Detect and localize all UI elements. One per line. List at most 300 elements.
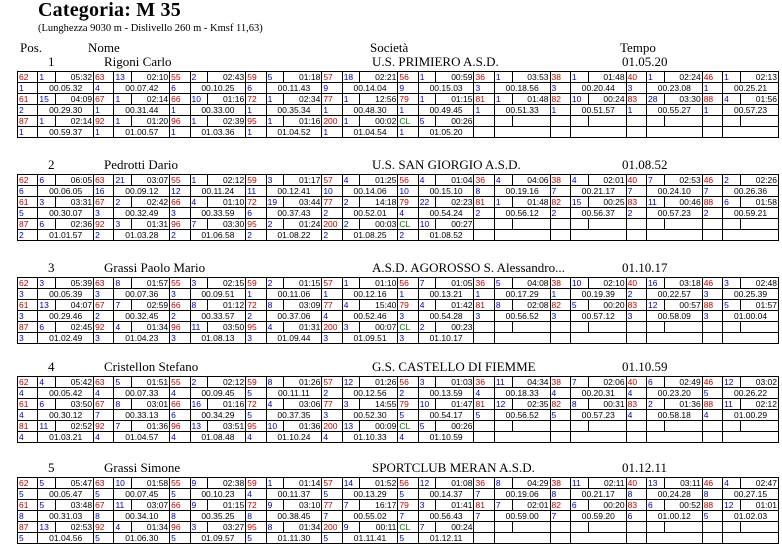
cumulative-time: [570, 432, 626, 443]
athlete-block: [0, 460, 782, 544]
control-code: 92: [94, 322, 114, 333]
leg-rank: 1: [494, 197, 512, 208]
cumulative-rank: 4: [170, 388, 190, 399]
leg-time: 01:24: [284, 219, 322, 230]
cumulative-time: 00.11.11: [266, 388, 322, 399]
cumulative-time: 00.52.46: [342, 311, 398, 322]
leg-time: 03:02: [740, 377, 778, 388]
leg-rank: 4: [418, 175, 436, 186]
leg-time: 03:09: [284, 300, 322, 311]
leg-time: 02:43: [208, 72, 246, 83]
cumulative-rank: 4: [18, 388, 38, 399]
cumulative-rank: 7: [322, 511, 342, 522]
splits-row: [18, 278, 779, 289]
cumulative-rank: 4: [94, 388, 114, 399]
control-code: 81: [474, 399, 494, 410]
control-code: 59: [246, 72, 266, 83]
control-code: 95: [246, 322, 266, 333]
control-code: 40: [626, 72, 646, 83]
control-code: [550, 421, 570, 432]
cumulative-rank: 7: [550, 186, 570, 197]
leg-time: 01:34: [284, 522, 322, 533]
cumulative-time: 00.07.33: [114, 388, 170, 399]
athlete-pos: 1: [48, 54, 55, 69]
cumulative-rank: [626, 533, 646, 544]
cumulative-rank: 1: [702, 83, 722, 94]
splits-row: [18, 489, 779, 500]
splits-row: [18, 289, 779, 300]
control-code: 61: [18, 94, 38, 105]
athlete-club: U.S. SAN GIORGIO A.S.D.: [372, 157, 521, 172]
cumulative-rank: 1: [246, 105, 266, 116]
cumulative-time: 00.58.18: [647, 410, 703, 421]
cumulative-rank: 2: [322, 208, 342, 219]
leg-time: [740, 219, 778, 230]
leg-rank: 7: [114, 421, 132, 432]
leg-time: 01:56: [740, 94, 778, 105]
leg-time: 01:05: [436, 278, 474, 289]
leg-rank: 11: [114, 500, 132, 511]
leg-rank: 13: [342, 421, 360, 432]
cumulative-time: 00.13.59: [418, 388, 474, 399]
cumulative-rank: 4: [322, 432, 342, 443]
cumulative-time: 00.35.25: [190, 511, 246, 522]
control-code: [474, 219, 494, 230]
cumulative-time: 00.55.27: [647, 105, 703, 116]
cumulative-rank: 5: [170, 489, 190, 500]
control-code: 40: [626, 278, 646, 289]
leg-time: 03:50: [208, 322, 246, 333]
cumulative-time: 00.54.17: [418, 410, 474, 421]
control-code: 56: [398, 377, 418, 388]
cumulative-time: 00.52.30: [342, 410, 398, 421]
cumulative-rank: 2: [246, 311, 266, 322]
cumulative-rank: 1: [626, 105, 646, 116]
leg-time: 05:32: [56, 72, 94, 83]
cumulative-rank: 6: [246, 208, 266, 219]
cumulative-rank: 7: [94, 410, 114, 421]
control-code: 57: [322, 377, 342, 388]
cumulative-time: 00.30.12: [38, 410, 94, 421]
cumulative-rank: 5: [246, 533, 266, 544]
control-code: [702, 116, 722, 127]
leg-time: [512, 116, 550, 127]
leg-rank: [647, 522, 665, 533]
leg-time: 03:30: [664, 94, 702, 105]
leg-time: 00:20: [588, 300, 626, 311]
leg-rank: 10: [570, 278, 588, 289]
leg-time: 04:29: [512, 478, 550, 489]
leg-time: 03:44: [284, 197, 322, 208]
leg-rank: 8: [494, 478, 512, 489]
cumulative-time: [494, 127, 550, 138]
cumulative-time: 00.23.08: [647, 83, 703, 94]
cumulative-time: 00.24.10: [647, 186, 703, 197]
cumulative-time: 00.19.06: [494, 489, 550, 500]
leg-rank: 9: [190, 500, 208, 511]
leg-time: 00:57: [664, 300, 702, 311]
splits-row: [18, 197, 779, 208]
cumulative-time: 00.07.45: [114, 489, 170, 500]
cumulative-time: 01.04.54: [342, 127, 398, 138]
cumulative-rank: 4: [702, 410, 722, 421]
cumulative-rank: 1: [170, 127, 190, 138]
control-code: 96: [170, 322, 190, 333]
control-code: [626, 522, 646, 533]
leg-time: 01:16: [284, 116, 322, 127]
leg-rank: [647, 219, 665, 230]
cumulative-rank: [550, 333, 570, 344]
cumulative-time: 00.11.06: [266, 289, 322, 300]
cumulative-rank: 2: [322, 388, 342, 399]
athlete-info: [0, 460, 782, 477]
cumulative-time: 00.17.29: [494, 289, 550, 300]
control-code: [550, 116, 570, 127]
control-code: [474, 522, 494, 533]
control-code: [550, 322, 570, 333]
control-code: [626, 219, 646, 230]
cumulative-rank: [474, 432, 494, 443]
control-code: CL: [398, 116, 418, 127]
splits-row: [18, 511, 779, 522]
athlete-name: Grassi Paolo Mario: [104, 260, 206, 275]
control-code: 57: [322, 175, 342, 186]
cumulative-time: 00.31.03: [38, 511, 94, 522]
control-code: 59: [246, 377, 266, 388]
control-code: 55: [170, 175, 190, 186]
leg-time: 02:53: [664, 175, 702, 186]
athlete-time: 01.12.11: [622, 460, 668, 475]
leg-rank: 7: [114, 300, 132, 311]
splits-row: [18, 186, 779, 197]
cumulative-rank: [550, 432, 570, 443]
control-code: 83: [626, 500, 646, 511]
leg-rank: 4: [723, 94, 741, 105]
leg-rank: 10: [114, 478, 132, 489]
leg-rank: 19: [266, 197, 284, 208]
athlete-name: Pedrotti Dario: [104, 157, 179, 172]
cumulative-rank: 1: [170, 105, 190, 116]
control-code: 46: [702, 478, 722, 489]
leg-rank: 3: [266, 175, 284, 186]
leg-rank: 12: [723, 377, 741, 388]
control-code: 88: [702, 94, 722, 105]
leg-time: [588, 219, 626, 230]
leg-time: 02:14: [56, 116, 94, 127]
cumulative-time: 00.51.57: [570, 105, 626, 116]
cumulative-rank: 2: [322, 230, 342, 241]
control-code: 95: [246, 116, 266, 127]
control-code: 81: [474, 197, 494, 208]
cumulative-rank: 2: [550, 208, 570, 219]
control-code: 72: [246, 300, 266, 311]
cumulative-time: 00.59.37: [38, 127, 94, 138]
leg-time: 02:39: [208, 116, 246, 127]
leg-time: [512, 322, 550, 333]
control-code: 55: [170, 278, 190, 289]
leg-time: [588, 522, 626, 533]
leg-time: 01:36: [664, 399, 702, 410]
cumulative-rank: 2: [702, 208, 722, 219]
control-code: 82: [550, 399, 570, 410]
leg-rank: 8: [114, 399, 132, 410]
splits-table: [17, 277, 779, 344]
cumulative-rank: 3: [170, 208, 190, 219]
leg-rank: 7: [647, 175, 665, 186]
leg-rank: 1: [494, 94, 512, 105]
control-code: 82: [550, 94, 570, 105]
cumulative-rank: 5: [94, 533, 114, 544]
leg-rank: [723, 322, 741, 333]
cumulative-time: 01.08.48: [190, 432, 246, 443]
cumulative-rank: 8: [626, 489, 646, 500]
leg-time: 00:20: [588, 500, 626, 511]
control-code: 40: [626, 175, 646, 186]
cumulative-time: 00.22.57: [647, 289, 703, 300]
cumulative-rank: [702, 127, 722, 138]
leg-time: 00:23: [436, 322, 474, 333]
header-pos: Pos.: [20, 40, 43, 55]
leg-time: 02:45: [56, 322, 94, 333]
cumulative-rank: 1: [550, 105, 570, 116]
cumulative-time: 00.20.44: [570, 83, 626, 94]
control-code: 66: [170, 197, 190, 208]
leg-rank: 3: [418, 500, 436, 511]
leg-time: 01:34: [132, 322, 170, 333]
leg-time: 00:24: [436, 522, 474, 533]
control-code: 62: [18, 278, 38, 289]
splits-row: [18, 127, 779, 138]
cumulative-time: [723, 533, 779, 544]
athlete-club: G.S. CASTELLO DI FIEMME: [372, 359, 536, 374]
cumulative-time: 00.32.45: [114, 311, 170, 322]
leg-rank: 4: [190, 197, 208, 208]
leg-time: 02:36: [56, 219, 94, 230]
cumulative-time: 01.11.30: [266, 533, 322, 544]
leg-rank: 1: [266, 94, 284, 105]
leg-time: 03:01: [132, 399, 170, 410]
control-code: 82: [550, 500, 570, 511]
leg-rank: 13: [38, 300, 56, 311]
cumulative-rank: 4: [626, 410, 646, 421]
cumulative-time: [647, 533, 703, 544]
cumulative-rank: 5: [246, 388, 266, 399]
cumulative-time: 00.13.29: [342, 489, 398, 500]
cumulative-rank: 3: [550, 83, 570, 94]
cumulative-rank: [474, 230, 494, 241]
leg-time: 01:20: [132, 116, 170, 127]
control-code: 57: [322, 478, 342, 489]
control-code: 59: [246, 278, 266, 289]
control-code: 79: [398, 500, 418, 511]
cumulative-rank: 2: [94, 230, 114, 241]
cumulative-rank: 2: [626, 289, 646, 300]
cumulative-time: 00.56.37: [570, 208, 626, 219]
leg-time: 04:09: [56, 94, 94, 105]
leg-time: 01:34: [132, 522, 170, 533]
leg-rank: 5: [418, 116, 436, 127]
leg-rank: [494, 322, 512, 333]
cumulative-time: 01.04.23: [114, 333, 170, 344]
cumulative-rank: 8: [94, 511, 114, 522]
leg-time: [588, 421, 626, 432]
cumulative-rank: 1: [550, 289, 570, 300]
leg-rank: [494, 421, 512, 432]
cumulative-rank: 2: [94, 311, 114, 322]
leg-rank: 10: [570, 94, 588, 105]
cumulative-time: [494, 333, 550, 344]
cumulative-time: 01.09.51: [342, 333, 398, 344]
leg-time: 14:55: [360, 399, 398, 410]
cumulative-time: [494, 432, 550, 443]
cumulative-time: 01.02.03: [723, 511, 779, 522]
leg-rank: 3: [38, 197, 56, 208]
leg-rank: [723, 116, 741, 127]
cumulative-rank: 8: [18, 511, 38, 522]
leg-rank: 3: [190, 278, 208, 289]
leg-rank: 10: [418, 219, 436, 230]
leg-rank: 10: [418, 399, 436, 410]
cumulative-rank: 1: [246, 127, 266, 138]
leg-time: 03:31: [56, 197, 94, 208]
leg-rank: 7: [494, 500, 512, 511]
cumulative-rank: 5: [18, 208, 38, 219]
course-info: (Lunghezza 9030 m - Dislivello 260 m - Kmsf 11,63): [38, 23, 263, 34]
cumulative-time: 01.03.28: [114, 230, 170, 241]
cumulative-time: 00.59.20: [570, 511, 626, 522]
cumulative-time: [723, 333, 779, 344]
leg-time: 00:46: [664, 197, 702, 208]
leg-time: 01:16: [208, 94, 246, 105]
leg-time: 02:35: [512, 399, 550, 410]
cumulative-time: 00.29.30: [38, 105, 94, 116]
leg-rank: 4: [570, 175, 588, 186]
leg-rank: 6: [723, 197, 741, 208]
cumulative-rank: 1: [398, 127, 418, 138]
control-code: 67: [94, 197, 114, 208]
leg-rank: 3: [418, 377, 436, 388]
leg-rank: 13: [38, 522, 56, 533]
cumulative-time: 00.25.21: [723, 83, 779, 94]
control-code: 87: [18, 219, 38, 230]
athlete-name: Grassi Simone: [104, 460, 181, 475]
leg-rank: 3: [342, 322, 360, 333]
splits-row: [18, 388, 779, 399]
cumulative-time: 00.29.46: [38, 311, 94, 322]
cumulative-time: 00.20.31: [570, 388, 626, 399]
leg-rank: 8: [266, 300, 284, 311]
leg-time: [512, 421, 550, 432]
leg-rank: 8: [570, 399, 588, 410]
cumulative-rank: 4: [474, 388, 494, 399]
leg-time: 02:38: [208, 478, 246, 489]
leg-time: [664, 322, 702, 333]
cumulative-time: 00.10.25: [190, 83, 246, 94]
control-code: 46: [702, 278, 722, 289]
cumulative-time: 01.04.57: [114, 432, 170, 443]
cumulative-rank: 3: [474, 83, 494, 94]
leg-rank: 7: [342, 500, 360, 511]
splits-row: [18, 83, 779, 94]
control-code: 55: [170, 72, 190, 83]
cumulative-time: 00.12.56: [342, 388, 398, 399]
cumulative-time: 00.24.28: [647, 489, 703, 500]
control-code: 63: [94, 278, 114, 289]
cumulative-rank: 3: [626, 311, 646, 322]
cumulative-time: 00.56.43: [418, 511, 474, 522]
leg-time: 02:53: [56, 522, 94, 533]
control-code: 61: [18, 500, 38, 511]
control-code: 38: [550, 478, 570, 489]
control-code: 59: [246, 175, 266, 186]
control-code: 81: [474, 94, 494, 105]
splits-row: [18, 377, 779, 388]
splits-row: [18, 500, 779, 511]
splits-row: [18, 333, 779, 344]
leg-rank: 2: [418, 322, 436, 333]
cumulative-time: 00.12.41: [266, 186, 322, 197]
cumulative-rank: 8: [702, 489, 722, 500]
leg-rank: 11: [494, 377, 512, 388]
leg-rank: 16: [647, 278, 665, 289]
control-code: 72: [246, 197, 266, 208]
control-code: 36: [474, 377, 494, 388]
cumulative-rank: 1: [322, 289, 342, 300]
cumulative-rank: 5: [474, 410, 494, 421]
cumulative-rank: [702, 333, 722, 344]
control-code: 200: [322, 421, 342, 432]
control-code: [474, 421, 494, 432]
cumulative-time: 01.09.57: [190, 533, 246, 544]
leg-rank: 11: [570, 478, 588, 489]
leg-rank: 7: [570, 377, 588, 388]
leg-rank: [570, 322, 588, 333]
leg-time: 01:42: [436, 300, 474, 311]
leg-time: 03:53: [512, 72, 550, 83]
leg-rank: 4: [266, 322, 284, 333]
control-code: 96: [170, 421, 190, 432]
cumulative-time: 00.21.17: [570, 489, 626, 500]
cumulative-time: 01.08.22: [266, 230, 322, 241]
control-code: 87: [18, 116, 38, 127]
control-code: 96: [170, 116, 190, 127]
leg-time: 02:01: [512, 500, 550, 511]
leg-time: 02:24: [664, 72, 702, 83]
control-code: 81: [18, 421, 38, 432]
cumulative-time: 01.08.25: [342, 230, 398, 241]
control-code: 95: [246, 522, 266, 533]
cumulative-rank: 12: [170, 186, 190, 197]
leg-rank: 10: [266, 421, 284, 432]
cumulative-rank: 16: [94, 186, 114, 197]
leg-rank: 8: [266, 377, 284, 388]
leg-rank: 7: [418, 522, 436, 533]
control-code: 38: [550, 72, 570, 83]
leg-time: 02:48: [740, 278, 778, 289]
control-code: [474, 116, 494, 127]
cumulative-rank: 7: [626, 186, 646, 197]
cumulative-time: 00.13.21: [418, 289, 474, 300]
leg-time: 00:09: [360, 421, 398, 432]
leg-rank: [723, 219, 741, 230]
cumulative-rank: [474, 127, 494, 138]
cumulative-time: 01.10.33: [342, 432, 398, 443]
control-code: 66: [170, 399, 190, 410]
leg-rank: 18: [342, 72, 360, 83]
cumulative-rank: 3: [626, 83, 646, 94]
leg-rank: 14: [342, 478, 360, 489]
leg-time: 01:26: [284, 377, 322, 388]
